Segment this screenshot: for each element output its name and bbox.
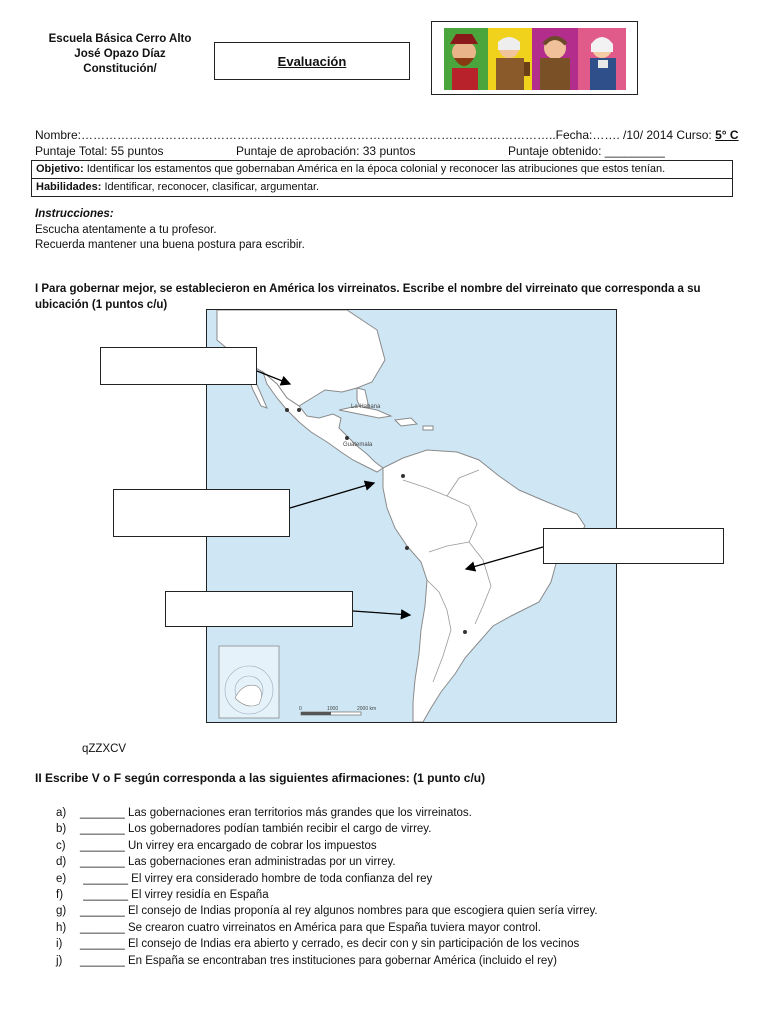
list-item [56,805,598,821]
arrow-1 [257,371,290,384]
objective-label: Objetivo: [36,163,84,175]
item-text: _______ Se crearon cuatro virreinatos en América para que España tuviera mayor control. [80,921,541,934]
scale-label-1000: 1000 [327,706,339,712]
item-label: h) [56,921,67,934]
section-1-line: ubicación (1 puntos c/u) [35,298,168,311]
scale-label-0: 0 [299,706,302,712]
item-label: j) [56,954,63,967]
item-text: _______ En España se encontraban tres instituciones para gobernar América (incluido el rey) [80,954,557,967]
section-1-line: I Para gobernar mejor, se establecieron en América los virreinatos. Escribe el nombre del virreinato que corresponda a su [35,283,701,295]
item-label: a) [56,807,67,819]
skills-label: Habilidades: [36,181,102,193]
list-item [56,854,598,870]
item-label: b) [56,823,67,836]
school-director: José Opazo Díaz [74,48,166,60]
item-label: f) [56,889,64,902]
arrow-4 [353,611,410,615]
score-total: Puntaje Total: 55 puntos [35,144,164,158]
list-item [56,953,598,969]
student-name-date-label: Nombre:………………………………………………………………………………………………………..Fecha:……. /10/ 2014 Curso: [35,128,716,142]
arrow-2 [290,483,374,508]
instructions-title: Instrucciones: [35,208,114,220]
item-text: _______ El consejo de Indias era abierto y cerrado, es decir con y sin participación de los vecinos [80,938,580,951]
item-label: d) [56,856,67,869]
true-false-list [56,805,598,969]
item-text: _______ El virrey era considerado hombre de toda confianza del rey [80,872,433,885]
section-2-heading: II Escribe V o F según corresponda a las siguientes afirmaciones: (1 punto c/u) [35,771,486,785]
page-title: Evaluación [277,53,347,69]
item-text: _______ El virrey residía en España [80,889,269,902]
item-text: _______ Un virrey era encargado de cobrar los impuestos [80,839,377,852]
instruction-line: Escucha atentamente a tu profesor. [35,223,217,236]
item-label: e) [56,872,67,885]
skills-text: Identificar, reconocer, clasificar, argumentar. [101,181,320,193]
item-text: _______ Las gobernaciones eran territorios más grandes que los virreinatos. [80,807,472,819]
map-label-guatemala: Guatemala [343,442,373,448]
list-item [56,871,598,887]
item-text: _______ Los gobernadores podían también recibir el cargo de virrey. [80,823,432,836]
list-item [56,838,598,854]
list-item [56,821,598,837]
arrow-3 [466,547,543,569]
list-item [56,920,598,936]
item-label: i) [56,938,63,951]
item-label: c) [56,839,66,852]
item-label: g) [56,905,67,918]
course-value: 5° C [715,128,739,142]
score-obtained: Puntaje obtenido: _________ [508,144,665,158]
score-approval: Puntaje de aprobación: 33 puntos [236,144,416,158]
map-label-la-habana: La Habana [351,404,381,410]
objective-text: Identificar los estamentos que gobernaban América en la época colonial y reconocer las atribuciones que estos tenían. [83,163,666,175]
item-text: _______ El consejo de Indias proponía al rey algunos nombres para que escogiera quien sería virrey. [80,905,598,918]
list-item [56,887,598,903]
school-name: Escuela Básica Cerro Alto [48,33,192,45]
list-item [56,936,598,952]
list-item [56,903,598,919]
school-city: Constitución/ [83,63,157,75]
scale-label-2000: 2000 km [357,706,377,712]
instruction-line: Recuerda mantener una buena postura para escribir. [35,239,305,251]
stray-text: qZZXCV [82,743,127,755]
item-text: _______ Las gobernaciones eran administradas por un virrey. [80,856,396,869]
